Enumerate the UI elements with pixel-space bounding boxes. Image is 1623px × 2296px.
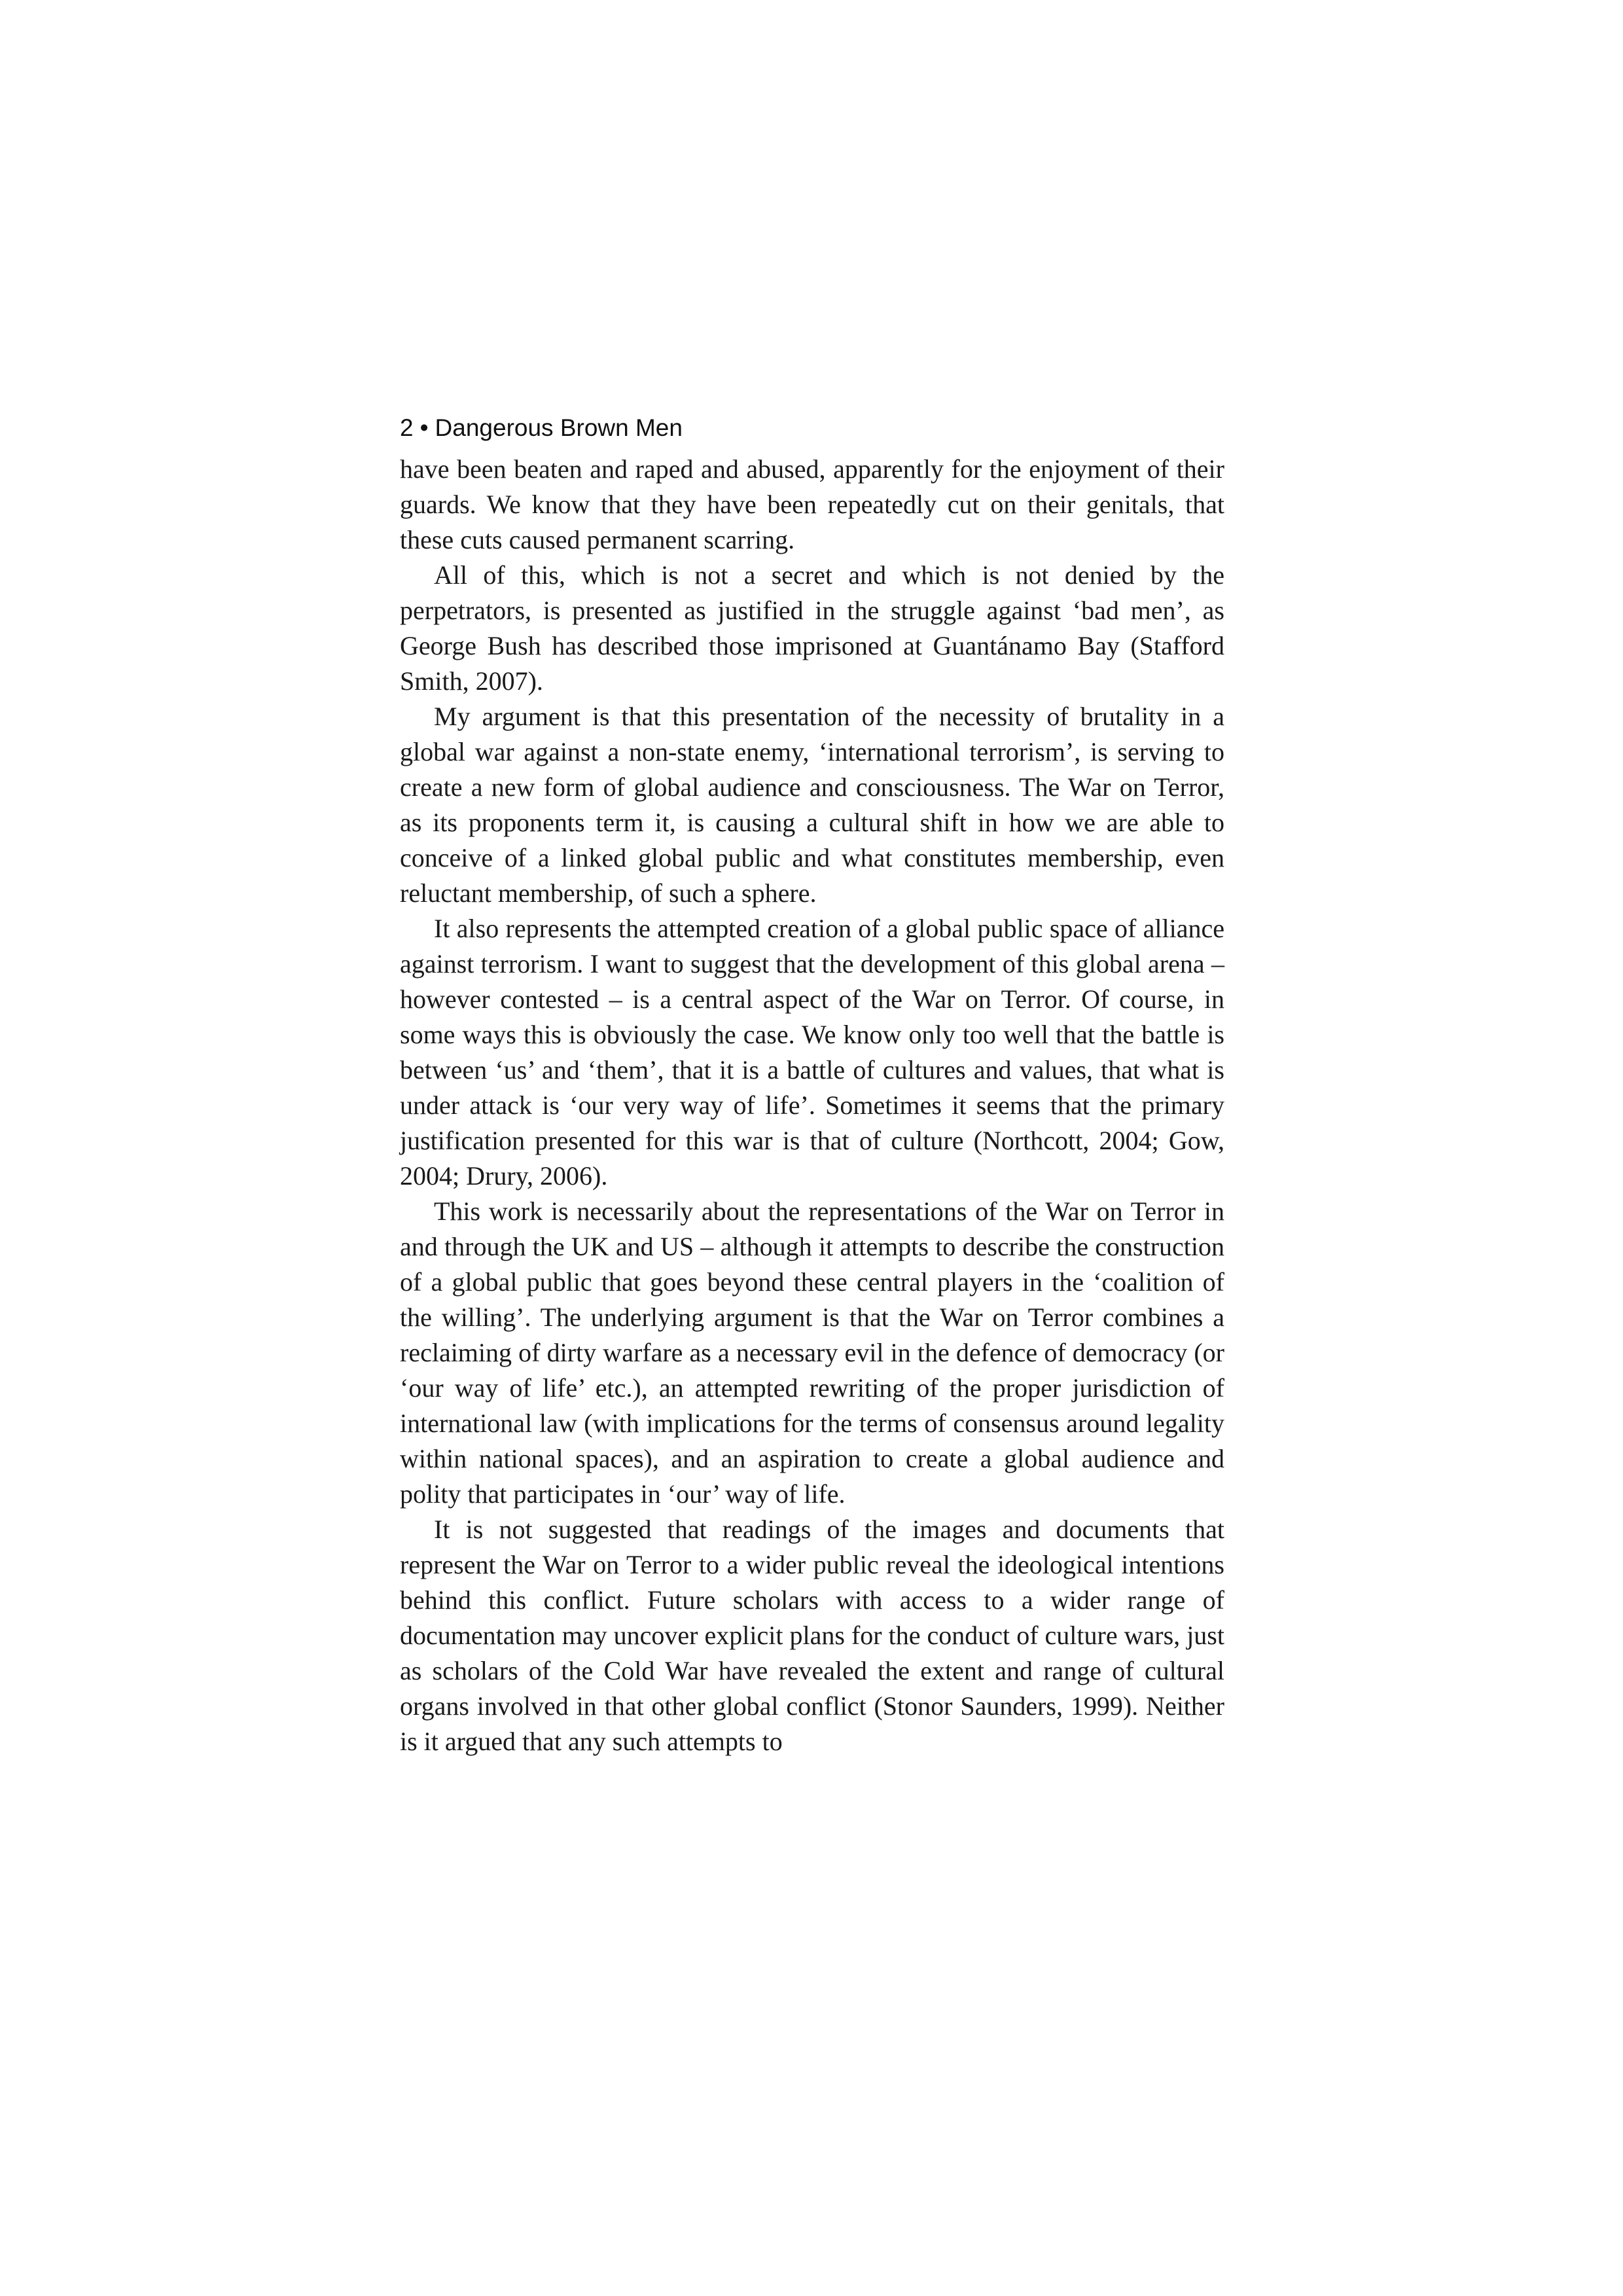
text-block — [400, 411, 1224, 1759]
paragraph: It also represents the attempted creation of a global public space of alliance against terrorism. I want to suggest that the development of this global arena – however contested – is a central aspect of the War on Terror. Of course, in some ways this is obviously the case. We know only too well that the battle is between ‘us’ and ‘them’, that it is a battle of cultures and values, that what is under attack is ‘our very way of life’. Sometimes it seems that the primary justification presented for this war is that of culture (Northcott, 2004; Gow, 2004; Drury, 2006). — [400, 914, 1224, 1191]
page-number: 2 — [400, 414, 414, 441]
paragraph: This work is necessarily about the representations of the War on Terror in and through the UK and US – although it attempts to describe the construction of a global public that goes beyond these central players in the ‘coalition of the willing’. The underlying argument is that the War on Terror combines a reclaiming of dirty warfare as a necessary evil in the defence of democracy (or ‘our way of life’ etc.), an attempted rewriting of the proper jurisdiction of international law (with implications for the terms of consensus around legality within national spaces), and an aspiration to create a global audience and polity that participates in ‘our’ way of life. — [400, 1196, 1224, 1509]
paragraph: It is not suggested that readings of the images and documents that represent the War on Terror to a wider public reveal the ideological intentions behind this conflict. Future scholars with access to a wider range of documentation may uncover explicit plans for the conduct of culture wars, just as scholars of the Cold War have revealed the extent and range of cultural organs involved in that other global conflict (Stonor Saunders, 1999). Neither is it argued that any such attempts to — [400, 1515, 1224, 1756]
paragraph: My argument is that this presentation of the necessity of brutality in a global war against a non-state enemy, ‘international terrorism’, is serving to create a new form of global audience and consciousness. The War on Terror, as its proponents term it, is causing a cultural shift in how we are able to conceive of a linked global public and what constitutes membership, even reluctant membership, of such a sphere. — [400, 702, 1224, 908]
book-title: Dangerous Brown Men — [435, 414, 683, 441]
running-head — [400, 411, 1224, 445]
bullet-separator: • — [419, 414, 429, 441]
paragraph: All of this, which is not a secret and which is not denied by the perpetrators, is presented as justified in the struggle against ‘bad men’, as George Bush has described those imprisoned at Guantánamo Bay (Stafford Smith, 2007). — [400, 560, 1224, 696]
paragraph-continuation: have been beaten and raped and abused, apparently for the enjoyment of their guards. We know that they have been repeatedly cut on their genitals, that these cuts caused permanent scarring. — [400, 454, 1224, 554]
body-text — [400, 452, 1224, 1759]
